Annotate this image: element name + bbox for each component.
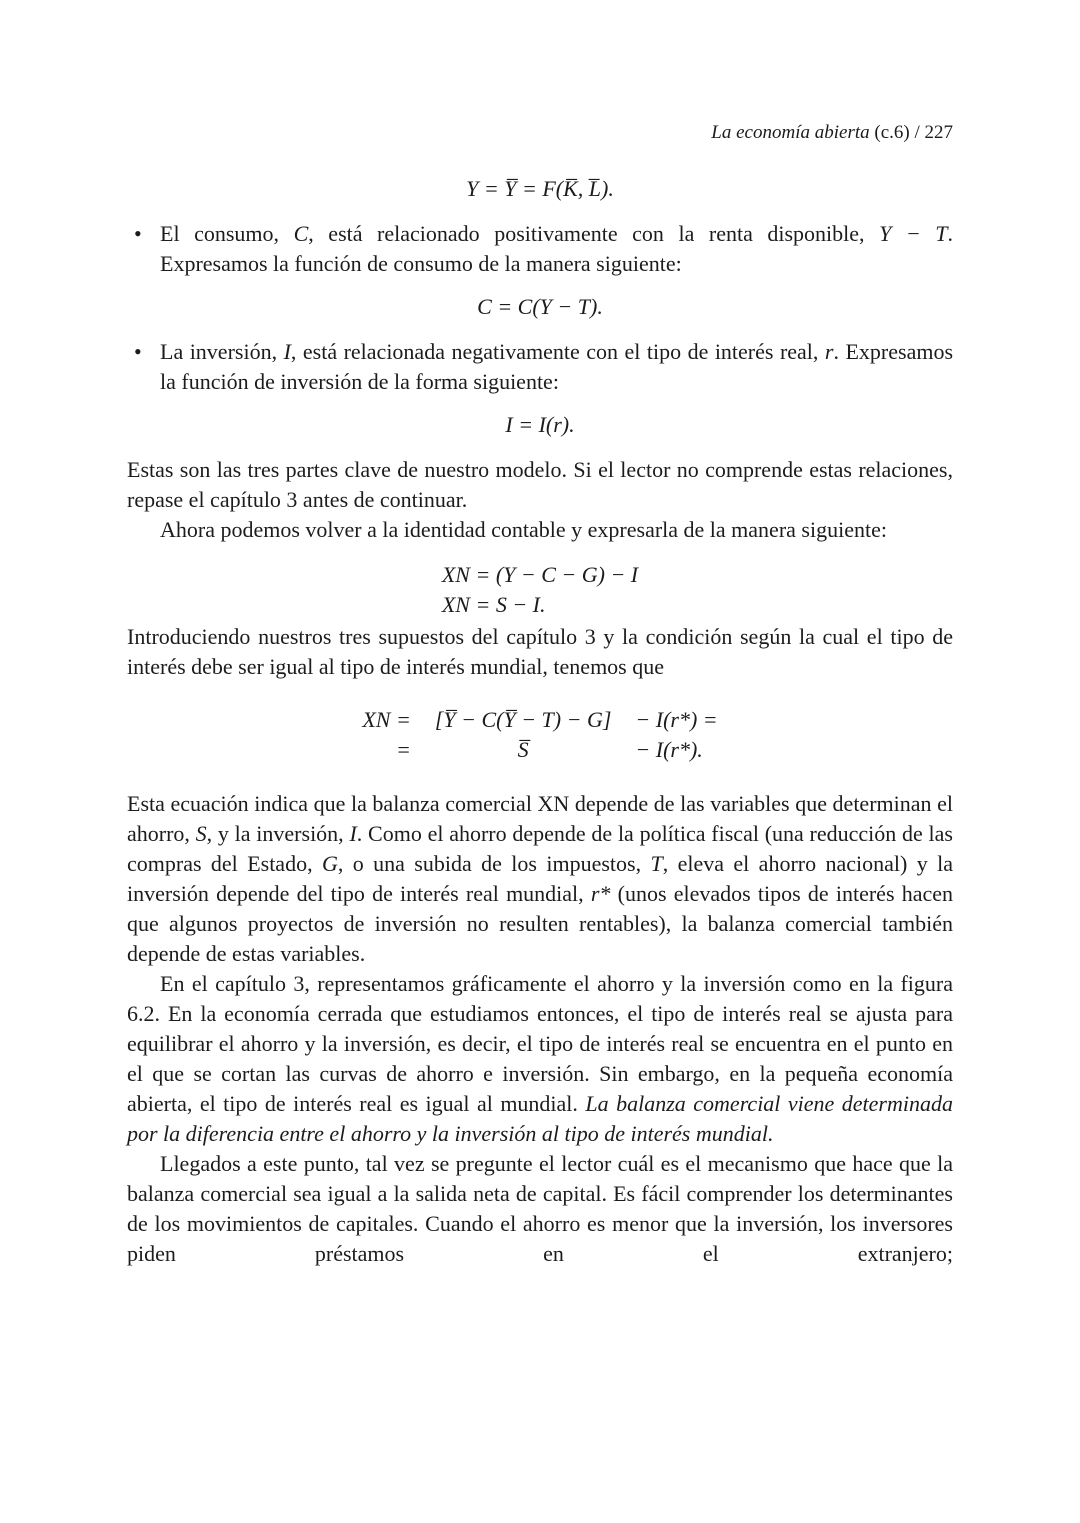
equation-trade-balance-cell: XN = [362, 707, 411, 732]
bullet-icon: • [134, 339, 142, 364]
paragraph-capital-flows: Llegados a este punto, tal vez se pregunte el lector cuál es el mecanismo que hace que la balanza comercial sea igual a la salida neta de capital. Es fácil comprender los determinantes de los movimientos de capitales. Cuando el ahorro es menor que la inversión, los inversores piden préstamos en el extranjero; [127, 1151, 953, 1266]
equation-trade-balance-cell: S̅ [517, 737, 529, 762]
paragraph-equation-explanation: Esta ecuación indica que la balanza comercial XN depende de las variables que determinan el ahorro, S, y la inversión, I. Como el ahorro depende de la política fiscal (una reducción de las compras del Estado, G, o una subida de los impuestos, T, eleva el ahorro nacional) y la inversión depende del tipo de interés real mundial, r* (unos elevados tipos de interés hacen que algunos proyectos de inversión no resulten rentables), la balanza comercial también depende de estas variables. [127, 791, 953, 966]
bullet-item-consumption [127, 219, 953, 279]
equation-net-exports-line2: XN = S − I. [441, 592, 546, 617]
paragraph-assumptions: Introduciendo nuestros tres supuestos del capítulo 3 y la condición según la cual el tipo de interés debe ser igual al tipo de interés mundial, tenemos que [127, 624, 953, 679]
bullet-text-investment: La inversión, I, está relacionada negativamente con el tipo de interés real, r. Expresamos la función de inversión de la forma siguiente: [160, 339, 954, 394]
equation-trade-balance-cell: [Y̅ − C(Y̅ − T) − G] [434, 707, 612, 732]
bullet-text-consumption: El consumo, C, está relacionado positivamente con la renta disponible, Y − T. Expresamos la función de consumo de la manera siguiente: [160, 221, 953, 276]
equation-net-exports [127, 560, 953, 620]
equation-production-function: Y = Y̅ = F(K̅, L̅). [466, 176, 614, 201]
equation-trade-balance-cell: − I(r*). [635, 737, 703, 762]
equation-trade-balance-cell: − I(r*) = [635, 707, 718, 732]
equation-investment-function: I = I(r). [505, 412, 575, 437]
running-header: La economía abierta (c.6) / 227 [711, 122, 953, 143]
equation-consumption-function: C = C(Y − T). [477, 294, 603, 319]
paragraph-model-parts: Estas son las tres partes clave de nuestro modelo. Si el lector no comprende estas relaciones, repase el capítulo 3 antes de continuar. [127, 457, 953, 512]
bullet-icon: • [134, 221, 142, 246]
paragraph-figure-reference: En el capítulo 3, representamos gráficamente el ahorro y la inversión como en la figura 6.2. En la economía cerrada que estudiamos entonces, el tipo de interés real se ajusta para equilibrar el ahorro y la inversión, es decir, el tipo de interés real se encuentra en el punto en el que se cortan las curvas de ahorro e inversión. Sin embargo, en la pequeña economía abierta, el tipo de interés real es igual al mundial. La balanza comercial viene determinada por la diferencia entre el ahorro y la inversión al tipo de interés mundial. [127, 971, 953, 1146]
equation-trade-balance-cell: = [395, 737, 411, 762]
paragraph-accounting-identity: Ahora podemos volver a la identidad contable y expresarla de la manera siguiente: [160, 517, 887, 542]
equation-net-exports-line1: XN = (Y − C − G) − I [441, 562, 639, 587]
bullet-item-investment [127, 337, 953, 397]
equation-trade-balance [127, 705, 953, 765]
